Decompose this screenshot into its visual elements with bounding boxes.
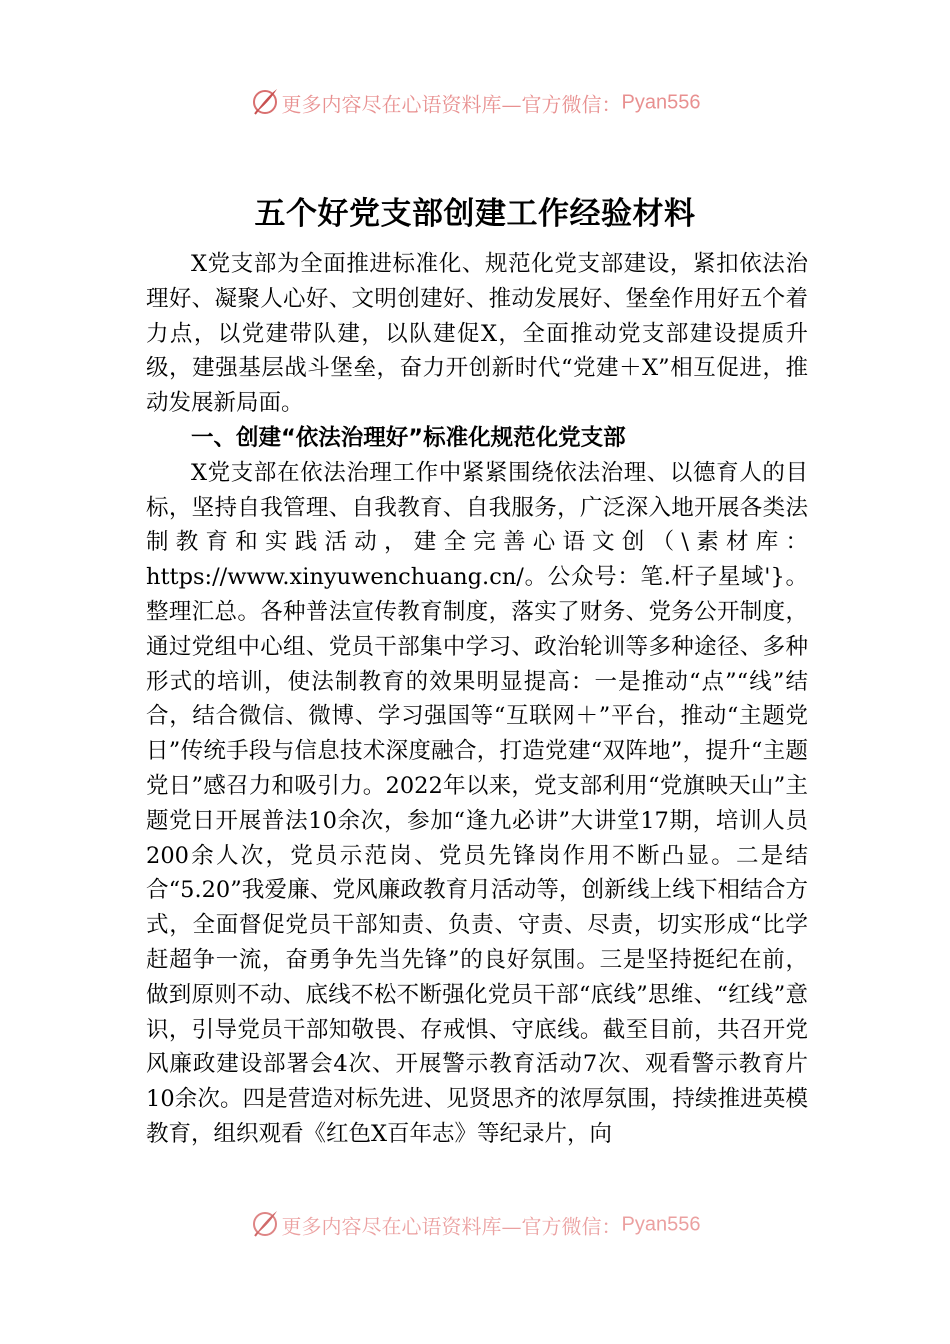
quill-pen-icon [250,86,280,116]
section-paragraph: X党支部在依法治理工作中紧紧围绕依法治理、以德育人的目标，坚持自我管理、自我教育、自我服务，广泛深入地开展各类法制教育和实践活动，建全完善心语文创（\素材库：https://www.xinyuwenchuang.cn/。公众号：笔.杆子星域'}。整理汇总。各种普法宣传教育制度，落实了财务、党务公开制度，通过党组中心组、党员干部集中学习、政治轮训等多种途径、多种形式的培训，使法制教育的效果明显提高：一是推动“点”“线”结合，结合微信、微博、学习强国等“互联网＋”平台，推动“主题党日”传统手段与信息技术深度融合，打造党建“双阵地”，提升“主题党日”感召力和吸引力。2022年以来，党支部利用“党旗映天山”主题党日开展普法10余次，参加“逢九必讲”大讲堂17期，培训人员200余人次，党员示范岗、党员先锋岗作用不断凸显。二是结合“5.20”我爱廉、党风廉政教育月活动等，创新线上线下相结合方式，全面督促党员干部知责、负责、守责、尽责，切实形成“比学赶超争一流，奋勇争先当先锋”的良好氛围。三是坚持挺纪在前，做到原则不动、底线不松不断强化党员干部“底线”思维、“红线”意识，引导党员干部知敬畏、存戒惧、守底线。截至目前，共召开党风廉政建设部署会4次、开展警示教育活动7次、观看警示教育片10余次。四是营造对标先进、见贤思齐的浓厚氛围，持续推进英模教育，组织观看《红色X百年志》等纪录片，向 [146,459,808,1147]
intro-paragraph: X党支部为全面推进标准化、规范化党支部建设，紧扣依法治理好、凝聚人心好、文明创建好、推动发展好、堡垒作用好五个着力点，以党建带队建，以队建促X，全面推动党支部建设提质升级，建强基层战斗堡垒，奋力开创新时代“党建＋X”相互促进，推动发展新局面。 [146,251,808,417]
watermark-text: 更多内容尽在心语资料库—官方微信： [281,1214,622,1239]
footer-watermark [0,1210,950,1240]
watermark-text: 更多内容尽在心语资料库—官方微信： [281,92,622,117]
header-watermark [0,88,950,118]
watermark-wechat-id: Pyan556 [621,1213,701,1236]
quill-pen-icon [250,1208,280,1238]
document-body [146,247,808,1152]
document-title: 五个好党支部创建工作经验材料 [254,196,696,232]
section-heading: 一、创建“依法治理好”标准化规范化党支部 [191,424,626,451]
watermark-wechat-id: Pyan556 [621,91,701,114]
